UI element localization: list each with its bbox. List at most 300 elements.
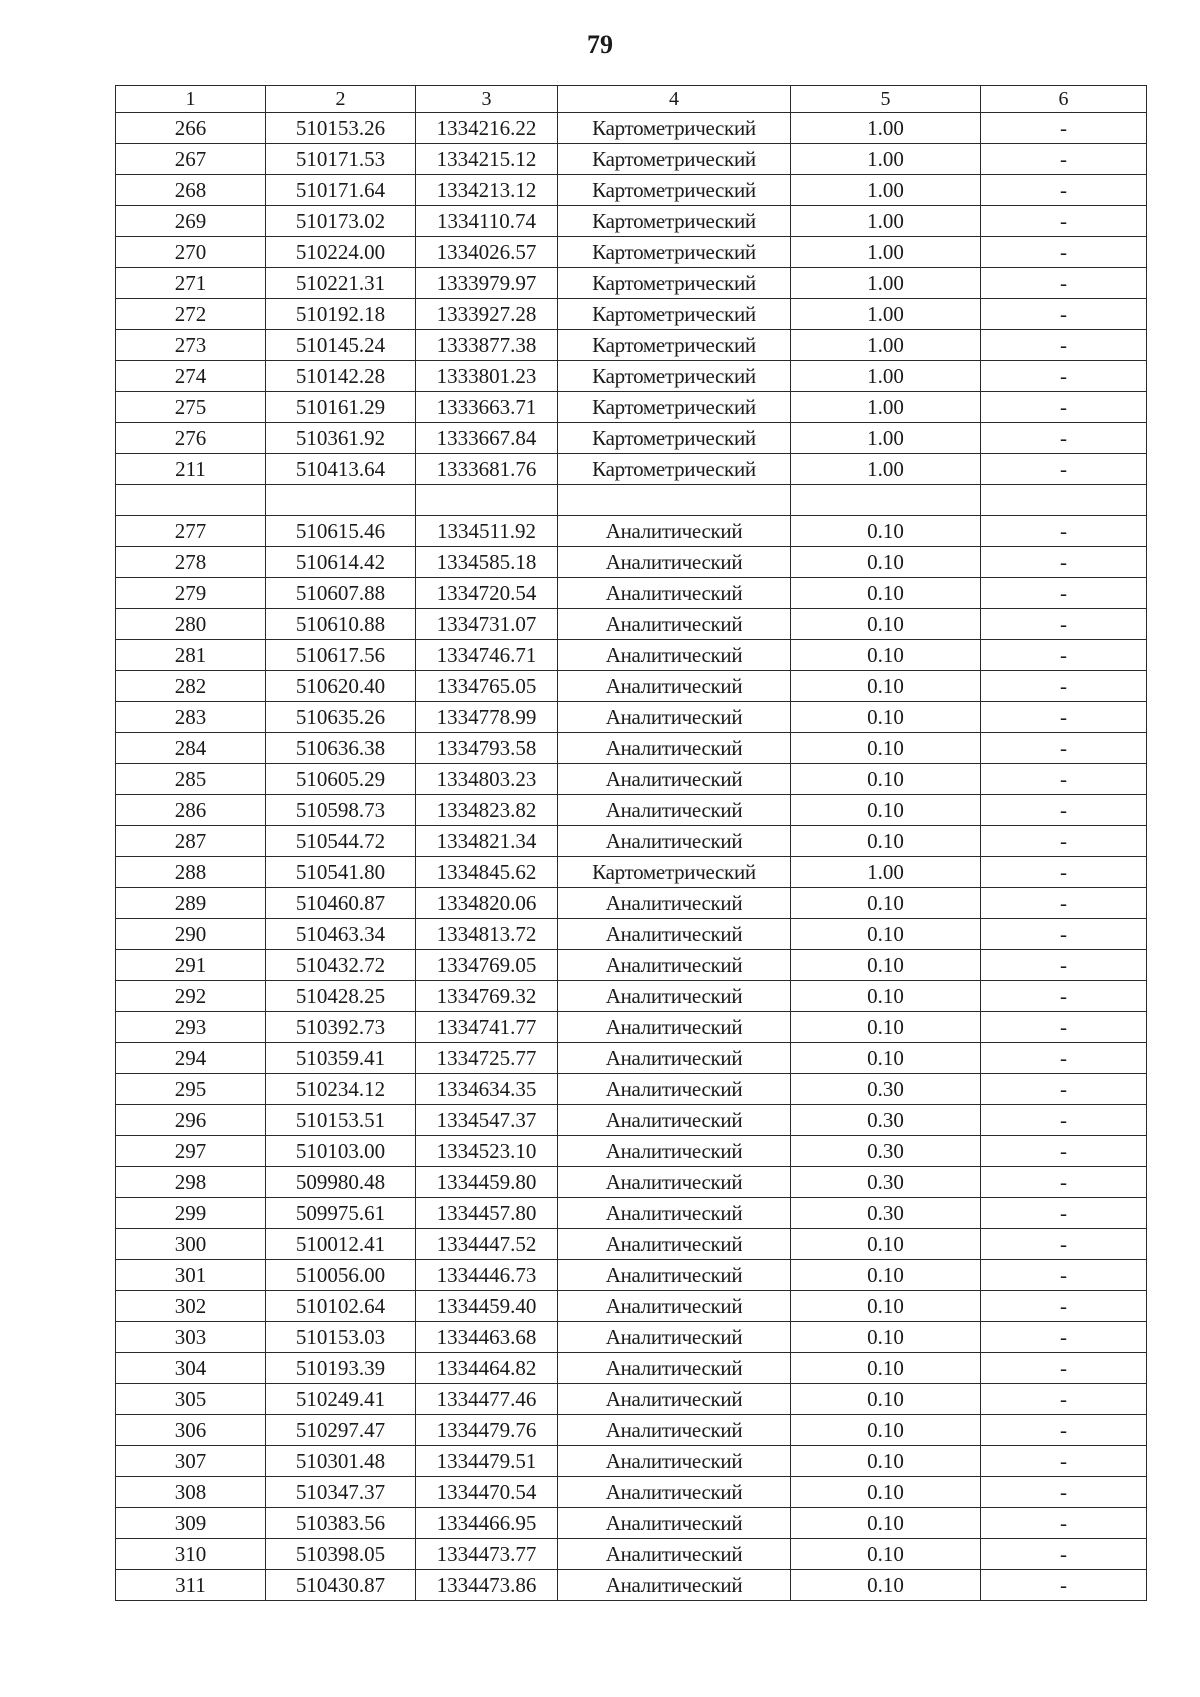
y-coordinate-cell: 1333801.23 [416,361,558,392]
point-number-cell: 299 [116,1198,266,1229]
method-cell: Картометрический [558,175,791,206]
point-number-cell: 292 [116,981,266,1012]
table-row [116,1260,1147,1291]
point-number-cell: 302 [116,1291,266,1322]
method-cell: Аналитический [558,578,791,609]
method-cell: Аналитический [558,1446,791,1477]
point-number-cell: 266 [116,113,266,144]
table-row [116,1229,1147,1260]
table-row [116,733,1147,764]
method-cell: Аналитический [558,640,791,671]
y-coordinate-cell: 1334477.46 [416,1384,558,1415]
table-row [116,454,1147,485]
point-number-cell: 268 [116,175,266,206]
x-coordinate-cell: 510142.28 [266,361,416,392]
accuracy-cell: 1.00 [791,144,981,175]
accuracy-cell: 0.10 [791,640,981,671]
accuracy-cell: 0.30 [791,1136,981,1167]
x-coordinate-cell: 510221.31 [266,268,416,299]
x-coordinate-cell: 510413.64 [266,454,416,485]
y-coordinate-cell: 1334479.51 [416,1446,558,1477]
method-cell: Аналитический [558,764,791,795]
accuracy-cell: 1.00 [791,392,981,423]
y-coordinate-cell: 1334725.77 [416,1043,558,1074]
y-coordinate-cell: 1334778.99 [416,702,558,733]
y-coordinate-cell: 1334463.68 [416,1322,558,1353]
note-cell: - [981,206,1147,237]
accuracy-cell: 0.10 [791,547,981,578]
method-cell: Аналитический [558,516,791,547]
table-row [116,113,1147,144]
point-number-cell: 304 [116,1353,266,1384]
point-number-cell: 290 [116,919,266,950]
x-coordinate-cell: 510460.87 [266,888,416,919]
method-cell: Аналитический [558,1477,791,1508]
accuracy-cell: 0.10 [791,1012,981,1043]
point-number-cell: 283 [116,702,266,733]
method-cell: Картометрический [558,268,791,299]
x-coordinate-cell: 510153.26 [266,113,416,144]
accuracy-cell: 0.10 [791,1477,981,1508]
table-row [116,609,1147,640]
x-coordinate-cell: 510161.29 [266,392,416,423]
table-row [116,1508,1147,1539]
table-row [116,1167,1147,1198]
table-row [116,1198,1147,1229]
note-cell: - [981,702,1147,733]
x-coordinate-cell: 510541.80 [266,857,416,888]
point-number-cell: 279 [116,578,266,609]
y-coordinate-cell: 1334845.62 [416,857,558,888]
point-number-cell: 273 [116,330,266,361]
x-coordinate-cell: 510430.87 [266,1570,416,1601]
point-number-cell: 311 [116,1570,266,1601]
note-cell: - [981,1446,1147,1477]
accuracy-cell [791,485,981,516]
method-cell: Картометрический [558,423,791,454]
note-cell: - [981,1539,1147,1570]
coordinates-table [115,85,1147,1601]
y-coordinate-cell: 1334821.34 [416,826,558,857]
note-cell: - [981,609,1147,640]
point-number-cell: 211 [116,454,266,485]
note-cell: - [981,857,1147,888]
column-header: 3 [416,86,558,113]
x-coordinate-cell: 510153.03 [266,1322,416,1353]
table-row [116,1353,1147,1384]
table-row [116,237,1147,268]
point-number-cell: 308 [116,1477,266,1508]
x-coordinate-cell: 510145.24 [266,330,416,361]
accuracy-cell: 1.00 [791,423,981,454]
table-row [116,671,1147,702]
page-number: 79 [587,30,613,59]
point-number-cell: 275 [116,392,266,423]
table-row [116,206,1147,237]
accuracy-cell: 0.10 [791,1043,981,1074]
y-coordinate-cell: 1334823.82 [416,795,558,826]
table-row [116,392,1147,423]
x-coordinate-cell: 510635.26 [266,702,416,733]
method-cell: Аналитический [558,1322,791,1353]
point-number-cell: 272 [116,299,266,330]
method-cell: Аналитический [558,702,791,733]
point-number-cell: 309 [116,1508,266,1539]
accuracy-cell: 0.10 [791,950,981,981]
x-coordinate-cell: 510171.64 [266,175,416,206]
method-cell: Аналитический [558,1291,791,1322]
y-coordinate-cell: 1334459.80 [416,1167,558,1198]
accuracy-cell: 0.30 [791,1198,981,1229]
y-coordinate-cell: 1334765.05 [416,671,558,702]
column-header: 6 [981,86,1147,113]
point-number-cell: 280 [116,609,266,640]
point-number-cell: 297 [116,1136,266,1167]
x-coordinate-cell: 510234.12 [266,1074,416,1105]
point-number-cell: 284 [116,733,266,764]
note-cell: - [981,144,1147,175]
method-cell: Картометрический [558,299,791,330]
note-cell: - [981,1384,1147,1415]
point-number-cell: 270 [116,237,266,268]
note-cell: - [981,516,1147,547]
table-row [116,702,1147,733]
x-coordinate-cell: 510398.05 [266,1539,416,1570]
method-cell: Аналитический [558,1260,791,1291]
y-coordinate-cell: 1334634.35 [416,1074,558,1105]
point-number-cell: 307 [116,1446,266,1477]
accuracy-cell: 1.00 [791,113,981,144]
x-coordinate-cell: 510615.46 [266,516,416,547]
method-cell: Аналитический [558,981,791,1012]
x-coordinate-cell: 510193.39 [266,1353,416,1384]
note-cell: - [981,299,1147,330]
point-number-cell: 282 [116,671,266,702]
x-coordinate-cell: 510359.41 [266,1043,416,1074]
note-cell: - [981,1260,1147,1291]
method-cell: Аналитический [558,919,791,950]
y-coordinate-cell: 1334470.54 [416,1477,558,1508]
accuracy-cell: 0.10 [791,764,981,795]
note-cell: - [981,330,1147,361]
method-cell: Аналитический [558,1539,791,1570]
point-number-cell: 303 [116,1322,266,1353]
accuracy-cell: 0.10 [791,733,981,764]
method-cell: Аналитический [558,826,791,857]
x-coordinate-cell: 510171.53 [266,144,416,175]
method-cell: Аналитический [558,1229,791,1260]
note-cell: - [981,1291,1147,1322]
x-coordinate-cell: 510192.18 [266,299,416,330]
method-cell: Аналитический [558,671,791,702]
y-coordinate-cell: 1334820.06 [416,888,558,919]
method-cell: Аналитический [558,547,791,578]
x-coordinate-cell: 510617.56 [266,640,416,671]
point-number-cell [116,485,266,516]
x-coordinate-cell: 510383.56 [266,1508,416,1539]
column-header: 1 [116,86,266,113]
table-row [116,578,1147,609]
note-cell: - [981,1477,1147,1508]
method-cell: Аналитический [558,1353,791,1384]
table-row [116,1384,1147,1415]
note-cell: - [981,1508,1147,1539]
x-coordinate-cell: 509975.61 [266,1198,416,1229]
table-row [116,547,1147,578]
note-cell: - [981,764,1147,795]
accuracy-cell: 1.00 [791,268,981,299]
note-cell: - [981,392,1147,423]
point-number-cell: 296 [116,1105,266,1136]
y-coordinate-cell: 1334447.52 [416,1229,558,1260]
x-coordinate-cell: 509980.48 [266,1167,416,1198]
accuracy-cell: 1.00 [791,361,981,392]
x-coordinate-cell: 510012.41 [266,1229,416,1260]
method-cell: Картометрический [558,144,791,175]
y-coordinate-cell: 1334769.05 [416,950,558,981]
accuracy-cell: 0.10 [791,981,981,1012]
point-number-cell: 271 [116,268,266,299]
y-coordinate-cell: 1334803.23 [416,764,558,795]
y-coordinate-cell: 1334215.12 [416,144,558,175]
note-cell: - [981,423,1147,454]
table-row [116,981,1147,1012]
method-cell: Аналитический [558,1012,791,1043]
note-cell: - [981,1136,1147,1167]
accuracy-cell: 1.00 [791,206,981,237]
y-coordinate-cell: 1333979.97 [416,268,558,299]
accuracy-cell: 0.10 [791,1446,981,1477]
accuracy-cell: 0.10 [791,1260,981,1291]
note-cell: - [981,826,1147,857]
point-number-cell: 310 [116,1539,266,1570]
x-coordinate-cell [266,485,416,516]
point-number-cell: 269 [116,206,266,237]
x-coordinate-cell: 510620.40 [266,671,416,702]
column-header: 4 [558,86,791,113]
note-cell: - [981,950,1147,981]
y-coordinate-cell: 1334547.37 [416,1105,558,1136]
accuracy-cell: 0.10 [791,1229,981,1260]
accuracy-cell: 0.10 [791,826,981,857]
y-coordinate-cell: 1334110.74 [416,206,558,237]
y-coordinate-cell: 1334446.73 [416,1260,558,1291]
note-cell: - [981,1322,1147,1353]
accuracy-cell: 0.10 [791,1415,981,1446]
method-cell: Аналитический [558,733,791,764]
note-cell: - [981,888,1147,919]
accuracy-cell: 0.10 [791,578,981,609]
method-cell: Картометрический [558,330,791,361]
x-coordinate-cell: 510598.73 [266,795,416,826]
method-cell: Картометрический [558,392,791,423]
x-coordinate-cell: 510605.29 [266,764,416,795]
table-body [116,113,1147,1601]
accuracy-cell: 1.00 [791,330,981,361]
y-coordinate-cell: 1334585.18 [416,547,558,578]
y-coordinate-cell: 1334026.57 [416,237,558,268]
note-cell: - [981,733,1147,764]
x-coordinate-cell: 510103.00 [266,1136,416,1167]
y-coordinate-cell: 1334523.10 [416,1136,558,1167]
x-coordinate-cell: 510297.47 [266,1415,416,1446]
table-row [116,1012,1147,1043]
point-number-cell: 289 [116,888,266,919]
accuracy-cell: 0.30 [791,1105,981,1136]
method-cell: Аналитический [558,1198,791,1229]
table-row [116,330,1147,361]
note-cell: - [981,237,1147,268]
point-number-cell: 274 [116,361,266,392]
y-coordinate-cell: 1334793.58 [416,733,558,764]
note-cell: - [981,1570,1147,1601]
method-cell: Аналитический [558,888,791,919]
method-cell: Картометрический [558,857,791,888]
table-row [116,1415,1147,1446]
method-cell: Аналитический [558,795,791,826]
point-number-cell: 285 [116,764,266,795]
method-cell: Аналитический [558,1167,791,1198]
point-number-cell: 298 [116,1167,266,1198]
note-cell: - [981,113,1147,144]
note-cell: - [981,1012,1147,1043]
note-cell: - [981,919,1147,950]
table-row [116,1539,1147,1570]
point-number-cell: 295 [116,1074,266,1105]
accuracy-cell: 0.10 [791,795,981,826]
y-coordinate-cell: 1334720.54 [416,578,558,609]
method-cell: Аналитический [558,1105,791,1136]
note-cell: - [981,1074,1147,1105]
note-cell: - [981,1167,1147,1198]
y-coordinate-cell: 1334813.72 [416,919,558,950]
x-coordinate-cell: 510614.42 [266,547,416,578]
note-cell: - [981,1415,1147,1446]
point-number-cell: 305 [116,1384,266,1415]
accuracy-cell: 0.10 [791,1291,981,1322]
table-row [116,888,1147,919]
point-number-cell: 277 [116,516,266,547]
method-cell: Аналитический [558,609,791,640]
method-cell: Картометрический [558,361,791,392]
y-coordinate-cell: 1334741.77 [416,1012,558,1043]
table-row [116,423,1147,454]
table-row [116,299,1147,330]
x-coordinate-cell: 510301.48 [266,1446,416,1477]
point-number-cell: 301 [116,1260,266,1291]
note-cell: - [981,547,1147,578]
note-cell: - [981,981,1147,1012]
x-coordinate-cell: 510224.00 [266,237,416,268]
table-row [116,485,1147,516]
x-coordinate-cell: 510610.88 [266,609,416,640]
accuracy-cell: 0.30 [791,1167,981,1198]
point-number-cell: 293 [116,1012,266,1043]
point-number-cell: 294 [116,1043,266,1074]
table-row [116,1446,1147,1477]
table-row [116,1477,1147,1508]
accuracy-cell: 0.10 [791,516,981,547]
accuracy-cell: 0.10 [791,919,981,950]
point-number-cell: 287 [116,826,266,857]
point-number-cell: 306 [116,1415,266,1446]
accuracy-cell: 0.10 [791,1322,981,1353]
table-row [116,1322,1147,1353]
table-row [116,826,1147,857]
table-row [116,1136,1147,1167]
accuracy-cell: 0.10 [791,1570,981,1601]
x-coordinate-cell: 510636.38 [266,733,416,764]
note-cell: - [981,1229,1147,1260]
point-number-cell: 281 [116,640,266,671]
column-header: 2 [266,86,416,113]
accuracy-cell: 1.00 [791,857,981,888]
y-coordinate-cell: 1333663.71 [416,392,558,423]
table-row [116,857,1147,888]
note-cell: - [981,578,1147,609]
method-cell: Аналитический [558,1508,791,1539]
table-row [116,175,1147,206]
x-coordinate-cell: 510102.64 [266,1291,416,1322]
accuracy-cell: 0.10 [791,671,981,702]
x-coordinate-cell: 510392.73 [266,1012,416,1043]
table-row [116,640,1147,671]
note-cell: - [981,1043,1147,1074]
method-cell: Картометрический [558,113,791,144]
y-coordinate-cell [416,485,558,516]
table-row [116,1074,1147,1105]
x-coordinate-cell: 510173.02 [266,206,416,237]
x-coordinate-cell: 510463.34 [266,919,416,950]
method-cell: Аналитический [558,1570,791,1601]
x-coordinate-cell: 510347.37 [266,1477,416,1508]
method-cell: Картометрический [558,237,791,268]
table-row [116,268,1147,299]
method-cell: Картометрический [558,454,791,485]
x-coordinate-cell: 510361.92 [266,423,416,454]
accuracy-cell: 0.10 [791,1508,981,1539]
note-cell: - [981,1198,1147,1229]
accuracy-cell: 1.00 [791,175,981,206]
y-coordinate-cell: 1334464.82 [416,1353,558,1384]
table-row [116,919,1147,950]
y-coordinate-cell: 1334473.77 [416,1539,558,1570]
table-row [116,144,1147,175]
table-row [116,1043,1147,1074]
method-cell: Аналитический [558,1384,791,1415]
note-cell: - [981,361,1147,392]
note-cell [981,485,1147,516]
y-coordinate-cell: 1333877.38 [416,330,558,361]
note-cell: - [981,454,1147,485]
point-number-cell: 278 [116,547,266,578]
point-number-cell: 300 [116,1229,266,1260]
table-row [116,764,1147,795]
y-coordinate-cell: 1334746.71 [416,640,558,671]
y-coordinate-cell: 1334213.12 [416,175,558,206]
x-coordinate-cell: 510607.88 [266,578,416,609]
x-coordinate-cell: 510544.72 [266,826,416,857]
accuracy-cell: 0.10 [791,1384,981,1415]
y-coordinate-cell: 1334473.86 [416,1570,558,1601]
point-number-cell: 276 [116,423,266,454]
table-row [116,361,1147,392]
table-row [116,516,1147,547]
y-coordinate-cell: 1334466.95 [416,1508,558,1539]
method-cell [558,485,791,516]
table-row [116,1291,1147,1322]
table-row [116,1570,1147,1601]
